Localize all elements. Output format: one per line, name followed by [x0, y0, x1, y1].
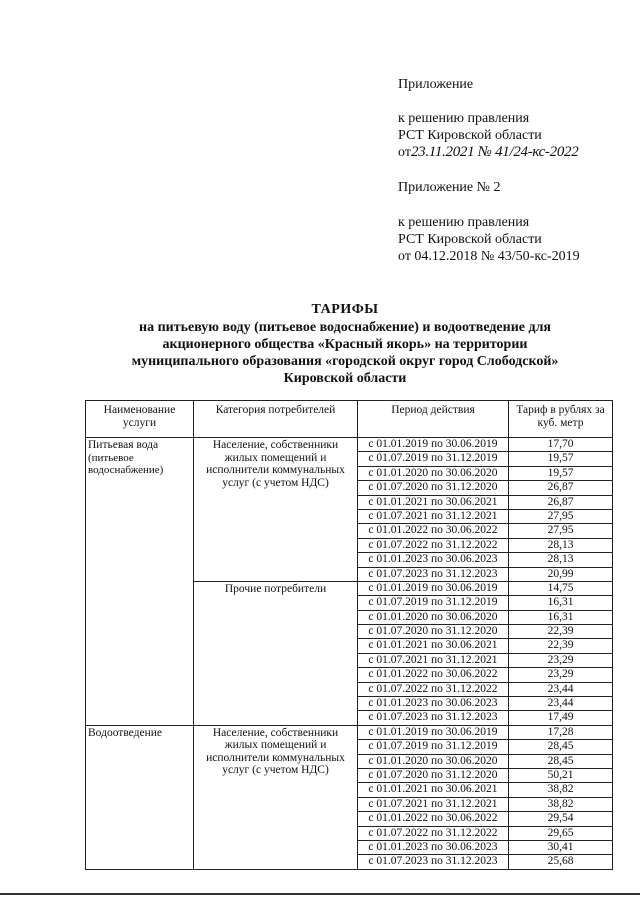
period-cell: с 01.07.2020 по 31.12.2020 [358, 625, 509, 639]
authority-line: РСТ Кировской области [398, 232, 542, 247]
period-cell: с 01.07.2022 по 31.12.2022 [358, 826, 509, 840]
tariff-value-cell: 28,13 [509, 553, 613, 567]
period-cell: с 01.01.2020 по 30.06.2020 [358, 610, 509, 624]
header-period: Период действия [358, 401, 509, 438]
service-name: Питьевая вода [88, 439, 159, 451]
appendix-title: Приложение [398, 77, 474, 92]
period-cell: с 01.01.2020 по 30.06.2020 [358, 466, 509, 480]
decision-line: к решению правления [398, 111, 530, 126]
date-line [398, 144, 578, 161]
page-bottom-rule [0, 893, 640, 895]
tariff-value-cell: 19,57 [509, 452, 613, 466]
tariff-value-cell: 50,21 [509, 768, 613, 782]
category-cell: Население, собственники жилых помещений и исполнители коммунальных услуг (с учетом НДС) [194, 725, 358, 869]
period-cell: с 01.07.2020 по 31.12.2020 [358, 481, 509, 495]
handwritten-date-number: 23.11.2021 № 41/24-кс-2022 [410, 144, 579, 160]
period-cell: с 01.07.2023 по 31.12.2023 [358, 567, 509, 581]
period-cell: с 01.01.2020 по 30.06.2020 [358, 754, 509, 768]
date-line: от 04.12.2018 № 43/50-кс-2019 [398, 249, 580, 264]
tariff-value-cell: 17,28 [509, 725, 613, 739]
category-cell: Прочие потребители [194, 581, 358, 725]
period-cell: с 01.07.2023 по 31.12.2023 [358, 855, 509, 869]
period-cell: с 01.01.2023 по 30.06.2023 [358, 840, 509, 854]
tariff-value-cell: 16,31 [509, 596, 613, 610]
tariff-value-cell: 26,87 [509, 481, 613, 495]
tariff-value-cell: 38,82 [509, 797, 613, 811]
period-cell: с 01.07.2022 по 31.12.2022 [358, 682, 509, 696]
period-cell: с 01.07.2022 по 31.12.2022 [358, 538, 509, 552]
period-cell: с 01.01.2021 по 30.06.2021 [358, 495, 509, 509]
appendix-header-2 [398, 179, 580, 265]
period-cell: с 01.01.2023 по 30.06.2023 [358, 553, 509, 567]
title-line: на питьевую воду (питьевое водоснабжение) и водоотведение для [139, 320, 551, 335]
date-prefix: от [398, 145, 411, 160]
period-cell: с 01.07.2021 по 31.12.2021 [358, 653, 509, 667]
period-cell: с 01.01.2023 по 30.06.2023 [358, 697, 509, 711]
service-note: (питьевое водоснабжение) [88, 451, 164, 476]
table-row [86, 725, 613, 739]
table-header-row [86, 401, 613, 438]
period-cell: с 01.07.2019 по 31.12.2019 [358, 452, 509, 466]
tariff-value-cell: 29,65 [509, 826, 613, 840]
title-line: акционерного общества «Красный якорь» на территории [162, 337, 528, 352]
authority-line: РСТ Кировской области [398, 128, 542, 143]
table-row [86, 438, 613, 452]
period-cell: с 01.01.2019 по 30.06.2019 [358, 725, 509, 739]
service-cell [86, 725, 194, 869]
period-cell: с 01.07.2021 по 31.12.2021 [358, 797, 509, 811]
tariff-value-cell: 27,95 [509, 509, 613, 523]
tariff-value-cell: 23,29 [509, 668, 613, 682]
tariff-value-cell: 38,82 [509, 783, 613, 797]
tariff-value-cell: 26,87 [509, 495, 613, 509]
tariff-value-cell: 16,31 [509, 610, 613, 624]
tariff-value-cell: 22,39 [509, 639, 613, 653]
tariff-value-cell: 27,95 [509, 524, 613, 538]
service-name: Водоотведение [88, 726, 162, 739]
tariff-value-cell: 23,44 [509, 697, 613, 711]
period-cell: с 01.01.2019 по 30.06.2019 [358, 438, 509, 452]
tariff-value-cell: 23,29 [509, 653, 613, 667]
tariff-value-cell: 20,99 [509, 567, 613, 581]
header-category: Категория потребителей [194, 401, 358, 438]
tariff-value-cell: 17,49 [509, 711, 613, 725]
tariff-value-cell: 22,39 [509, 625, 613, 639]
appendix-header-1 [398, 76, 578, 161]
title-main: ТАРИФЫ [311, 302, 379, 317]
period-cell: с 01.01.2022 по 30.06.2022 [358, 668, 509, 682]
period-cell: с 01.07.2019 по 31.12.2019 [358, 596, 509, 610]
tariff-value-cell: 30,41 [509, 840, 613, 854]
period-cell: с 01.01.2022 по 30.06.2022 [358, 812, 509, 826]
appendix-title: Приложение № 2 [398, 180, 501, 195]
document-title [60, 301, 630, 387]
tariff-value-cell: 17,70 [509, 438, 613, 452]
tariff-value-cell: 28,13 [509, 538, 613, 552]
title-line: Кировской области [283, 371, 407, 386]
tariff-table-body [86, 438, 613, 870]
decision-line: к решению правления [398, 215, 530, 230]
period-cell: с 01.01.2021 по 30.06.2021 [358, 783, 509, 797]
service-cell [86, 438, 194, 726]
tariff-value-cell: 28,45 [509, 740, 613, 754]
header-service: Наименование услуги [86, 401, 194, 438]
period-cell: с 01.01.2022 по 30.06.2022 [358, 524, 509, 538]
tariff-value-cell: 25,68 [509, 855, 613, 869]
header-tariff: Тариф в рублях за куб. метр [509, 401, 613, 438]
title-line: муниципального образования «городской округ город Слободской» [131, 354, 559, 369]
tariff-value-cell: 29,54 [509, 812, 613, 826]
period-cell: с 01.07.2021 по 31.12.2021 [358, 509, 509, 523]
tariff-value-cell: 28,45 [509, 754, 613, 768]
period-cell: с 01.01.2021 по 30.06.2021 [358, 639, 509, 653]
category-cell: Население, собственники жилых помещений и исполнители коммунальных услуг (с учетом НДС) [194, 438, 358, 582]
period-cell: с 01.07.2019 по 31.12.2019 [358, 740, 509, 754]
tariff-value-cell: 19,57 [509, 466, 613, 480]
tariff-value-cell: 14,75 [509, 581, 613, 595]
period-cell: с 01.01.2019 по 30.06.2019 [358, 581, 509, 595]
tariff-value-cell: 23,44 [509, 682, 613, 696]
tariff-table [85, 400, 613, 870]
period-cell: с 01.07.2023 по 31.12.2023 [358, 711, 509, 725]
period-cell: с 01.07.2020 по 31.12.2020 [358, 768, 509, 782]
